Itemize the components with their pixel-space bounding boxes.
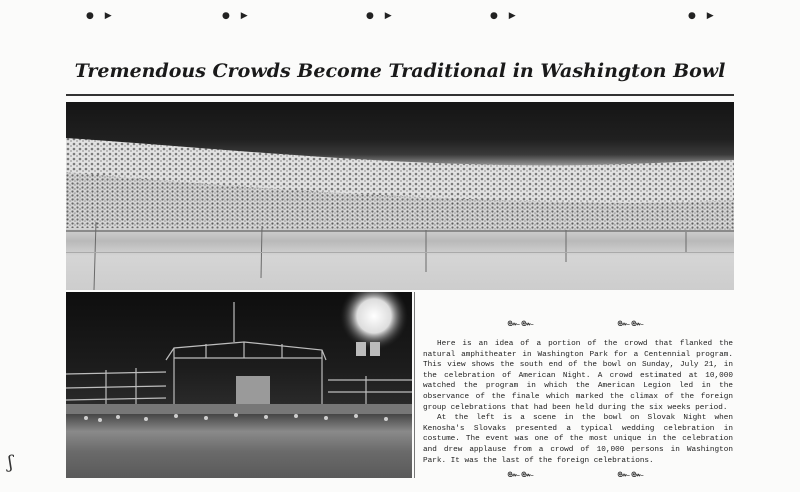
headline: Tremendous Crowds Become Traditional in Washington Bowl — [74, 60, 726, 82]
caption-text — [423, 339, 733, 466]
headline-rule — [66, 94, 734, 96]
caption-paragraph: At the left is a scene in the bowl on Slovak Night when Kenosha's Slovaks presented a typical wedding celebration in costume. The event was one of the most unique in the celebration and drew applause from a crowd of 10,000 persons in Washington Park. It was the last of the foreign celebrations. — [423, 414, 733, 465]
stage-photo-art — [66, 292, 412, 478]
photo-caption — [414, 292, 735, 478]
scan-mark: ● ▶ — [222, 11, 252, 21]
scan-mark: ● ▶ — [366, 11, 396, 21]
ornament-icon: ๛๛ — [617, 316, 645, 329]
crowd-photo — [66, 102, 734, 290]
scan-mark: ● ▶ — [86, 11, 116, 21]
scan-marks — [0, 10, 800, 22]
scan-mark: ● ▶ — [490, 11, 520, 21]
crowd-photo-art — [66, 102, 734, 290]
stage-photo — [66, 292, 412, 478]
scan-mark: ● ▶ — [688, 11, 718, 21]
ornament-icon: ๛๛ — [617, 467, 645, 480]
ornament-icon: ๛๛ — [507, 316, 535, 329]
margin-mark: ʃ — [8, 452, 13, 473]
ornament-icon: ๛๛ — [507, 467, 535, 480]
caption-paragraph: Here is an idea of a portion of the crowd that flanked the natural amphitheater in Washington Park for a Centennial program. This view shows the south end of the bowl on Sunday, July 21, in the celebration of American Night. A crowd estimated at 10,000 watched the program in which the American Legion led in the observance of the finale which marked the climax of the foreign group celebrations that had been held during the six weeks period. — [423, 340, 733, 412]
